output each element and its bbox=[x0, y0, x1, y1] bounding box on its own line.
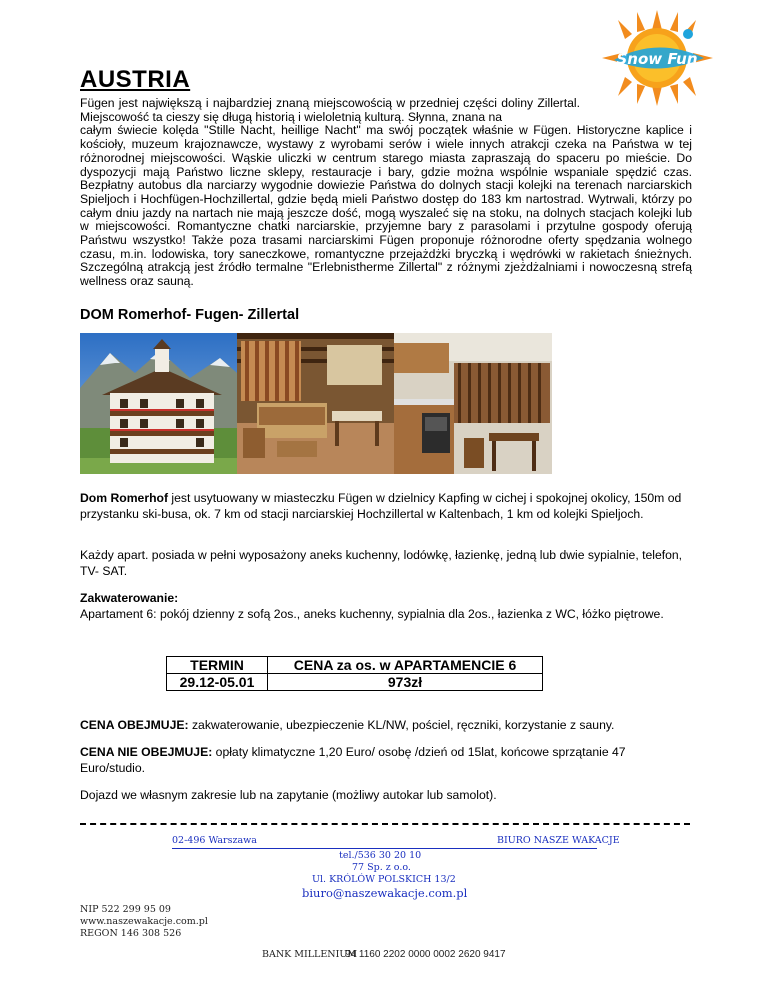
price-table-header-row bbox=[167, 657, 543, 674]
section-subtitle: DOM Romerhof- Fugen- Zillertal bbox=[80, 307, 300, 323]
includes-label: CENA OBEJMUJE: bbox=[80, 718, 189, 732]
price-table-row bbox=[167, 674, 543, 691]
transport-info: Dojazd we własnym zakresie lub na zapytanie (możliwy autokar lub samolot). bbox=[80, 788, 497, 802]
price-excludes bbox=[80, 745, 692, 776]
house-photo bbox=[80, 333, 237, 474]
kitchen-photo bbox=[394, 333, 552, 474]
intro-first-lines: Fügen jest największą i najbardziej znaną miejscowością w przedniej części doliny Zillertal. Miejscowość ta cieszy się długą historią i wieloletnią kulturą. Słynna, znana na bbox=[80, 96, 580, 124]
footer-regon: REGON 146 308 526 bbox=[80, 928, 182, 939]
price-table bbox=[166, 656, 543, 691]
footer-underline bbox=[172, 848, 597, 849]
excludes-label: CENA NIE OBEJMUJE: bbox=[80, 745, 213, 759]
footer-nip: NIP 522 299 95 09 bbox=[80, 904, 171, 915]
excludes-text: opłaty klimatyczne 1,20 Euro/ osobę /dzień od 15lat, końcowe sprzątanie 47 Euro/studio. bbox=[80, 745, 626, 775]
photo-strip bbox=[80, 333, 552, 474]
footer-tel[interactable]: tel./536 30 20 10 bbox=[339, 850, 422, 861]
footer-company-type[interactable]: 77 Sp. z o.o. bbox=[352, 862, 411, 873]
footer-bank-label: BANK MILLENIUM bbox=[262, 949, 358, 960]
footer-postal-link[interactable]: 02-496 Warszawa bbox=[172, 835, 257, 846]
living-room-photo bbox=[237, 333, 394, 474]
snow-fun-logo bbox=[600, 8, 715, 108]
footer-street[interactable]: Ul. KRÓLÓW POLSKICH 13/2 bbox=[312, 874, 456, 885]
logo-text: Snow Fun bbox=[616, 50, 698, 68]
footer-divider bbox=[80, 823, 690, 825]
accommodation-block bbox=[80, 591, 692, 622]
footer-email-link[interactable]: biuro@naszewakacje.com.pl bbox=[302, 886, 468, 900]
cell-term: 29.12-05.01 bbox=[167, 674, 268, 691]
cell-price: 973zł bbox=[268, 674, 543, 691]
accommodation-heading: Zakwaterowanie: bbox=[80, 591, 179, 605]
price-includes bbox=[80, 718, 692, 734]
house-description bbox=[80, 491, 692, 522]
intro-paragraph bbox=[80, 97, 692, 289]
page-title: AUSTRIA bbox=[80, 66, 191, 93]
accommodation-text: Apartament 6: pokój dzienny z sofą 2os., aneks kuchenny, sypialnia dla 2os., łazienka z WC, łóżko piętrowe. bbox=[80, 606, 664, 621]
footer-www[interactable]: www.naszewakacje.com.pl bbox=[80, 916, 208, 927]
footer-bank-account: 94 1160 2202 0000 0002 2620 9417 bbox=[345, 949, 506, 960]
intro-rest: całym świecie kolęda "Stille Nacht, heillige Nacht" ma swój początek właśnie w Fügen. Historyczne kaplice i kościoły, muzeum krajoznawcze, wystawy z wyrobami serów i wiele innych atrakcji czeka na Państwa w tej różnorodnej miejscowości. Wąskie uliczki w centrum starego miasta zapraszają do spaceru po mieście. Do dyspozycji mają Państwo liczne sklepy, restauracje i bary, gdzie można wspólnie wspaniale spędzić czas. Bezpłatny autobus dla narciarzy wygodnie dowiezie Państwa do dolnych stacji kolejki na terenach narciarskich Spieljoch i Hochfügen-Hochzillertal, gdzie będą mieli Państwo dostęp do 183 km nartostrad. Wytrwali, którzy po całym dniu jazdy na nartach nie mają jeszcze dość, mogą wyszaleć się na stoku, na dolnych stacjach kolejki lub w miejscowości. Romantyczne chatki narciarskie, przyjemne bary z parasolami i przytulne gospody oferują Państwu wszystko! Także poza trasami narciarskimi Fügen proponuje różnorodne oferty spędzania wolnego czasu, m.in. lodowiska, tory saneczkowe, romantyczne przejażdżki bryczką i wędrówki w rakietach śnieżnych. Szczególną atrakcją jest źródło termalne "Erlebnistherme Zillertal" z różnymi zjeżdżalniami i nowoczesną strefą wellness oraz sauną. bbox=[80, 123, 692, 289]
apartment-info: Każdy apart. posiada w pełni wyposażony aneks kuchenny, lodówkę, łazienkę, jedną lub dwie sypialnie, telefon, TV- SAT. bbox=[80, 548, 683, 578]
house-description-text: jest usytuowany w miasteczku Fügen w dzielnicy Kapfing w cichej i spokojnej okolicy, 150m od przystanku ski-busa, ok. 7 km od stacji narciarskiej Hochzillertal w Kaltenbach, 1 km od kolejki Spieljoch. bbox=[80, 491, 682, 521]
house-name: Dom Romerhof bbox=[80, 491, 169, 505]
footer-company-link[interactable]: BIURO NASZE WAKACJE bbox=[497, 835, 620, 846]
header-price: CENA za os. w APARTAMENCIE 6 bbox=[268, 657, 543, 674]
header-term: TERMIN bbox=[167, 657, 268, 674]
includes-text: zakwaterowanie, ubezpieczenie KL/NW, pościel, ręczniki, korzystanie z sauny. bbox=[188, 718, 615, 732]
